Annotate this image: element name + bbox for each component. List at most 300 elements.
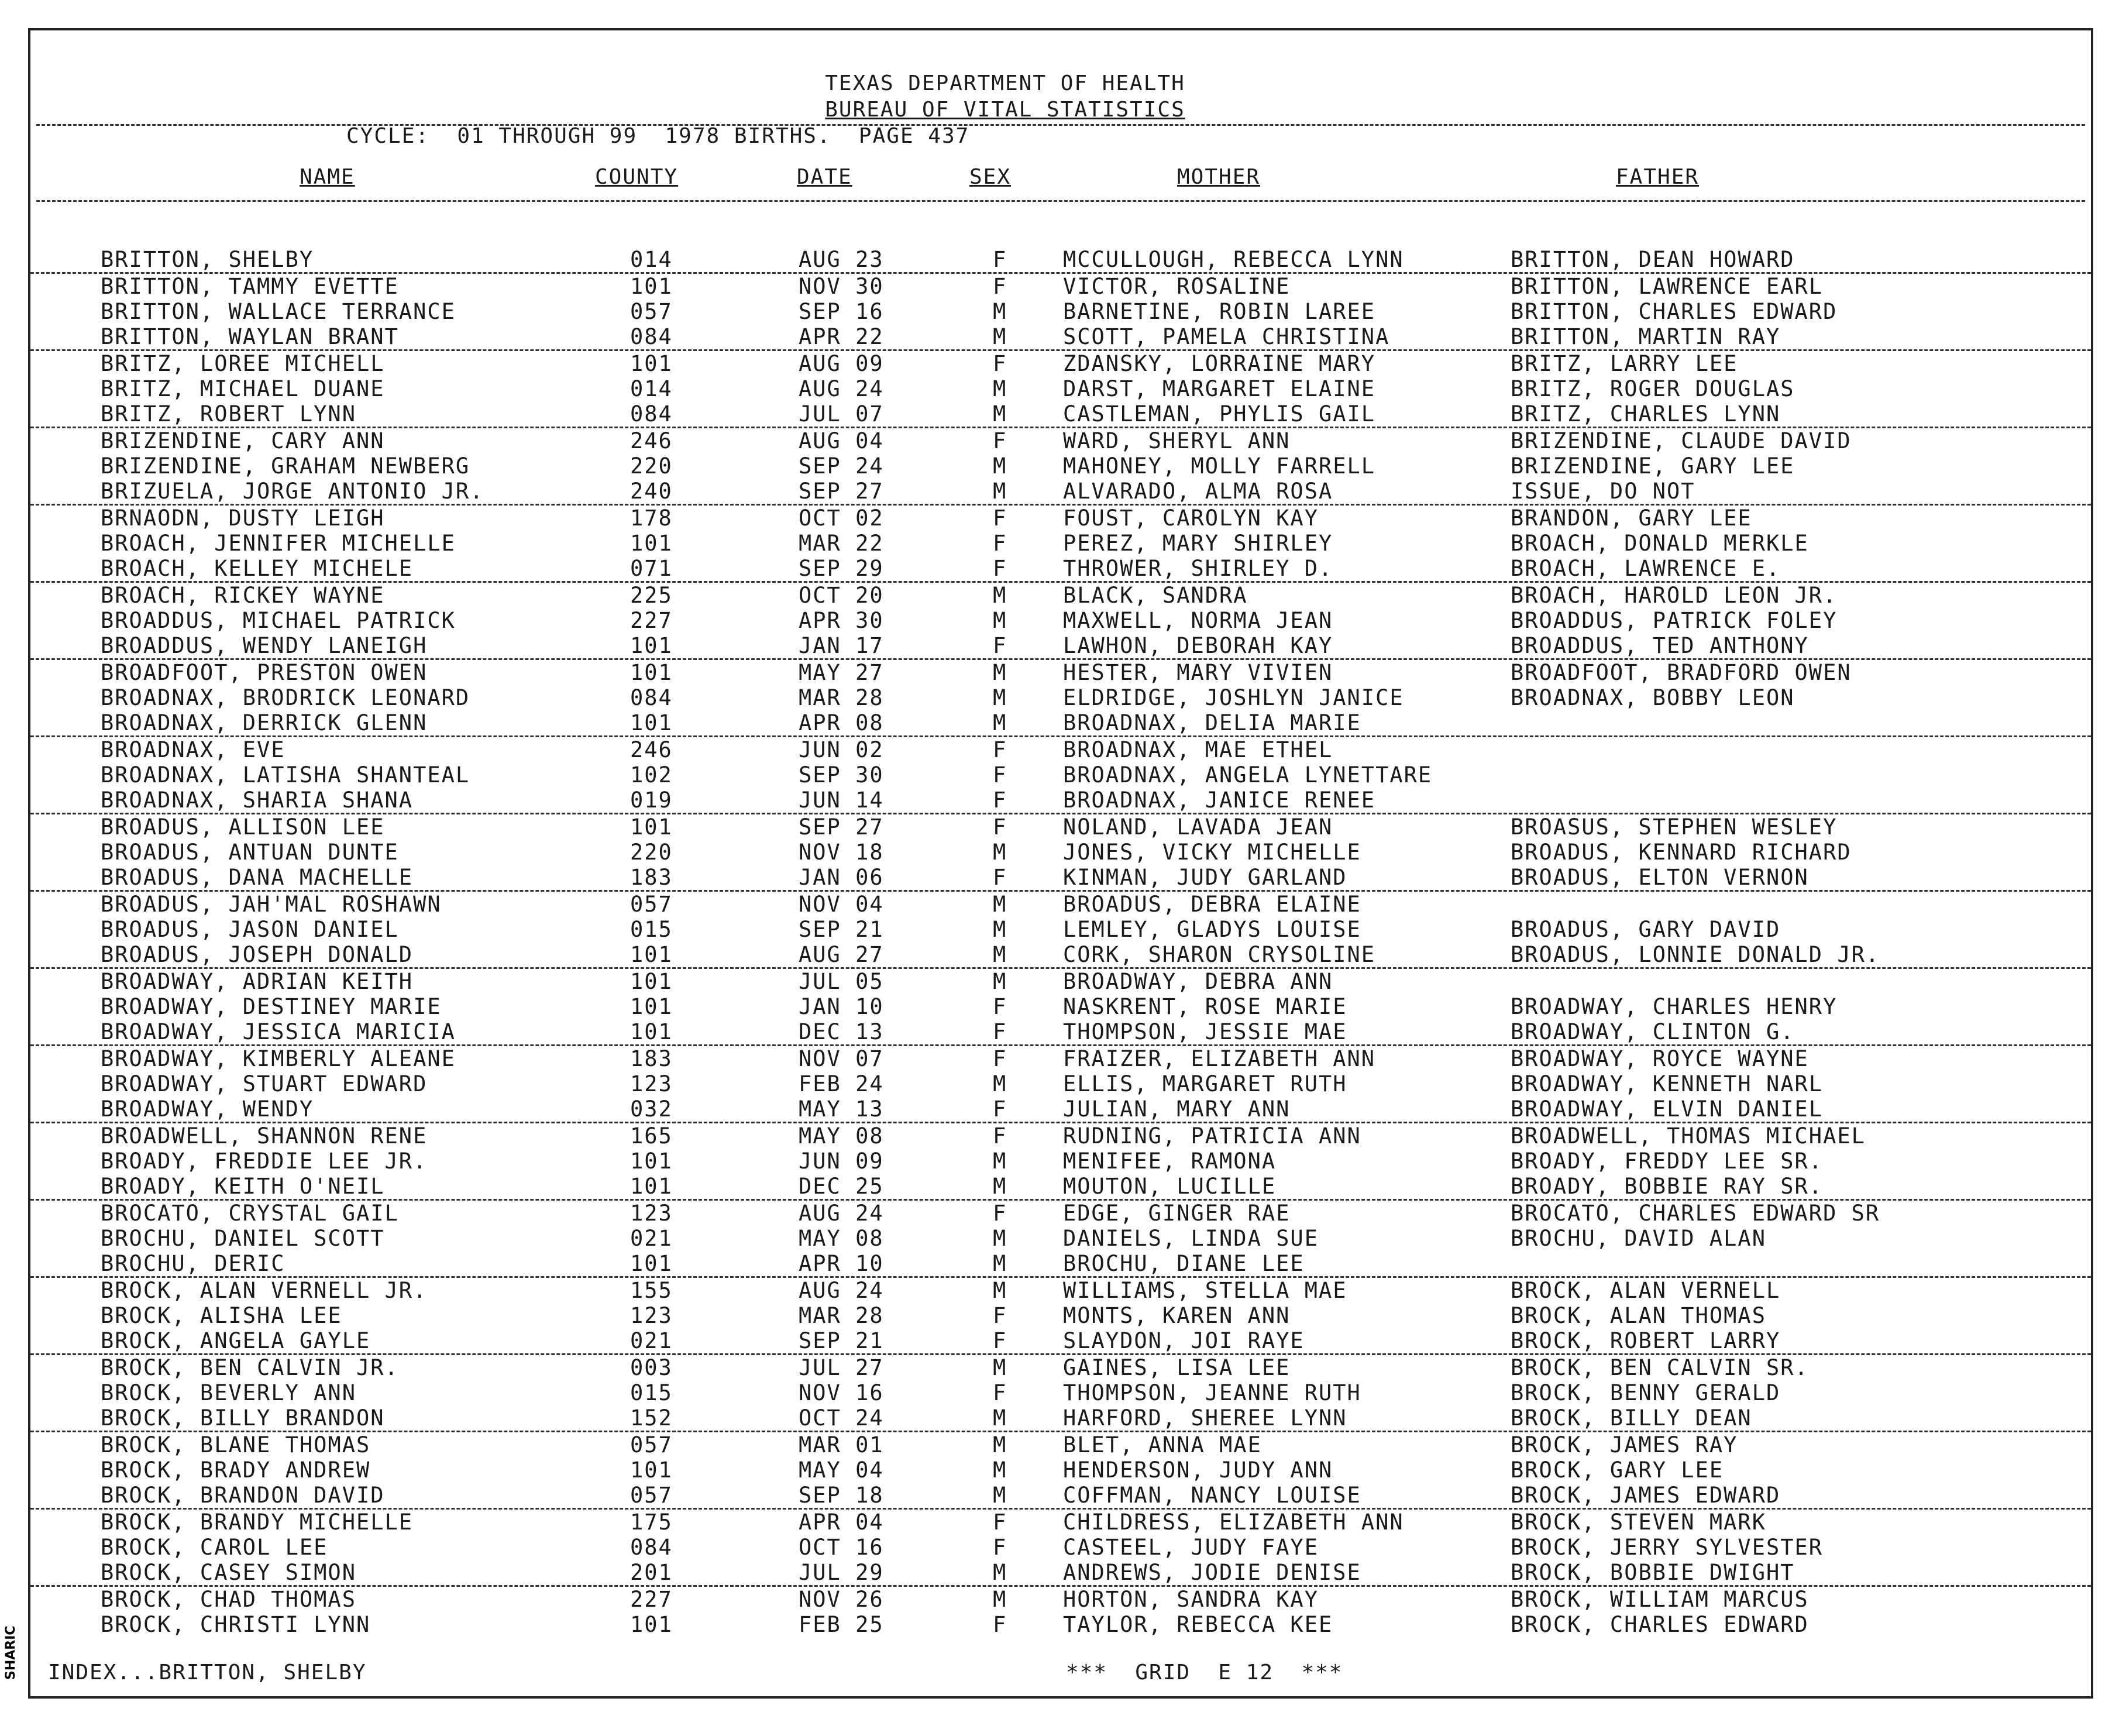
cell-father: BRITTON, DEAN HOWARD	[1511, 247, 1795, 272]
cell-name: BROADY, FREDDIE LEE JR.	[101, 1149, 428, 1174]
cell-father: BROCK, JAMES RAY	[1511, 1432, 1738, 1457]
cell-county: 101	[630, 942, 673, 967]
cell-father: BROADWAY, CHARLES HENRY	[1511, 994, 1838, 1019]
cell-mother: RUDNING, PATRICIA ANN	[1063, 1123, 1361, 1149]
cell-mother: GAINES, LISA LEE	[1063, 1355, 1291, 1380]
cell-name: BRITZ, MICHAEL DUANE	[101, 376, 385, 401]
cell-sex: F	[993, 1123, 1007, 1149]
cell-county: 032	[630, 1096, 673, 1122]
cell-mother: DANIELS, LINDA SUE	[1063, 1226, 1319, 1251]
cell-mother: NASKRENT, ROSE MARIE	[1063, 994, 1347, 1019]
cell-date: MAR 28	[799, 1303, 884, 1328]
cell-father: BROASUS, STEPHEN WESLEY	[1511, 814, 1838, 840]
cell-father: BROACH, HAROLD LEON JR.	[1511, 583, 1838, 608]
cell-county: 003	[630, 1355, 673, 1380]
cell-date: SEP 24	[799, 453, 884, 479]
cell-name: BROADNAX, SHARIA SHANA	[101, 788, 414, 813]
cell-county: 101	[630, 969, 673, 994]
cell-name: BROCATO, CRYSTAL GAIL	[101, 1201, 399, 1226]
cell-name: BROCHU, DANIEL SCOTT	[101, 1226, 385, 1251]
cell-county: 014	[630, 247, 673, 272]
cell-county: 019	[630, 788, 673, 813]
cell-sex: M	[993, 1457, 1007, 1483]
table-row	[30, 660, 2091, 685]
cell-sex: M	[993, 660, 1007, 685]
cell-county: 014	[630, 376, 673, 401]
table-row	[30, 401, 2091, 428]
table-row	[30, 1355, 2091, 1380]
cell-sex: F	[993, 1201, 1007, 1226]
table-row	[30, 814, 2091, 840]
cell-mother: JONES, VICKY MICHELLE	[1063, 840, 1361, 865]
cell-father: BRANDON, GARY LEE	[1511, 506, 1752, 531]
table-row	[30, 274, 2091, 299]
table-row	[30, 1405, 2091, 1432]
cell-mother: ANDREWS, JODIE DENISE	[1063, 1560, 1361, 1585]
cell-county: 015	[630, 1380, 673, 1405]
cell-name: BROADWAY, STUART EDWARD	[101, 1071, 428, 1096]
cell-sex: F	[993, 247, 1007, 272]
cell-mother: ZDANSKY, LORRAINE MARY	[1063, 351, 1376, 376]
cell-sex: F	[993, 531, 1007, 556]
table-row	[30, 506, 2091, 531]
table-row	[30, 1174, 2091, 1201]
cell-county: 084	[630, 685, 673, 710]
cell-name: BRIZENDINE, GRAHAM NEWBERG	[101, 453, 470, 479]
cell-sex: M	[993, 1405, 1007, 1431]
table-row	[30, 608, 2091, 633]
table-row	[30, 1328, 2091, 1355]
cell-county: 101	[630, 531, 673, 556]
cell-date: OCT 02	[799, 506, 884, 531]
cell-date: AUG 24	[799, 1201, 884, 1226]
cell-date: APR 08	[799, 710, 884, 735]
cell-mother: BLET, ANNA MAE	[1063, 1432, 1262, 1457]
cell-date: APR 30	[799, 608, 884, 633]
cell-name: BROACH, RICKEY WAYNE	[101, 583, 385, 608]
cell-father: BRITTON, LAWRENCE EARL	[1511, 274, 1824, 299]
cell-county: 123	[630, 1303, 673, 1328]
cell-name: BRITTON, WAYLAN BRANT	[101, 324, 399, 349]
cell-date: JUL 27	[799, 1355, 884, 1380]
cell-county: 057	[630, 892, 673, 917]
cell-date: NOV 04	[799, 892, 884, 917]
cell-county: 240	[630, 479, 673, 504]
cell-father: BROCK, JERRY SYLVESTER	[1511, 1535, 1824, 1560]
cell-county: 123	[630, 1201, 673, 1226]
table-row	[30, 428, 2091, 453]
cell-county: 101	[630, 1149, 673, 1174]
cell-sex: F	[993, 865, 1007, 890]
table-row	[30, 1071, 2091, 1096]
cell-date: SEP 27	[799, 479, 884, 504]
cell-name: BROADUS, DANA MACHELLE	[101, 865, 414, 890]
cell-county: 101	[630, 1174, 673, 1199]
cell-sex: M	[993, 840, 1007, 865]
cell-date: MAY 04	[799, 1457, 884, 1483]
table-row	[30, 633, 2091, 660]
cell-mother: SLAYDON, JOI RAYE	[1063, 1328, 1305, 1353]
cell-date: APR 04	[799, 1510, 884, 1535]
cell-father: BROCK, CHARLES EDWARD	[1511, 1612, 1809, 1637]
cell-county: 084	[630, 1535, 673, 1560]
cell-date: NOV 26	[799, 1587, 884, 1612]
cell-date: OCT 24	[799, 1405, 884, 1431]
cell-date: AUG 27	[799, 942, 884, 967]
cell-father: BRITZ, ROGER DOUGLAS	[1511, 376, 1795, 401]
cell-sex: M	[993, 1560, 1007, 1585]
cell-date: JUN 09	[799, 1149, 884, 1174]
cell-date: NOV 16	[799, 1380, 884, 1405]
cell-father: BRIZENDINE, CLAUDE DAVID	[1511, 428, 1852, 453]
cell-sex: M	[993, 969, 1007, 994]
cell-mother: NOLAND, LAVADA JEAN	[1063, 814, 1333, 840]
cell-date: OCT 20	[799, 583, 884, 608]
cell-mother: BARNETINE, ROBIN LAREE	[1063, 299, 1376, 324]
cell-date: JAN 06	[799, 865, 884, 890]
cell-county: 101	[630, 1251, 673, 1276]
cell-name: BROCK, ALAN VERNELL JR.	[101, 1278, 428, 1303]
table-row	[30, 1483, 2091, 1510]
cell-name: BROADUS, ALLISON LEE	[101, 814, 385, 840]
cell-name: BRIZUELA, JORGE ANTONIO JR.	[101, 479, 484, 504]
cell-name: BROCK, BEN CALVIN JR.	[101, 1355, 399, 1380]
cell-mother: THROWER, SHIRLEY D.	[1063, 556, 1333, 581]
cell-date: DEC 25	[799, 1174, 884, 1199]
table-row	[30, 583, 2091, 608]
cell-father: BROCK, BILLY DEAN	[1511, 1405, 1752, 1431]
cell-sex: F	[993, 1019, 1007, 1044]
cell-county: 101	[630, 351, 673, 376]
cell-date: AUG 04	[799, 428, 884, 453]
column-header-sex: SEX	[969, 165, 1012, 189]
table-row	[30, 299, 2091, 324]
table-row	[30, 1278, 2091, 1303]
cell-mother: PEREZ, MARY SHIRLEY	[1063, 531, 1333, 556]
cell-father: BROADUS, ELTON VERNON	[1511, 865, 1809, 890]
table-row	[30, 1457, 2091, 1483]
cell-sex: M	[993, 1278, 1007, 1303]
cell-name: BROADY, KEITH O'NEIL	[101, 1174, 385, 1199]
table-row	[30, 1046, 2091, 1071]
cell-sex: F	[993, 428, 1007, 453]
cell-father: BROADUS, GARY DAVID	[1511, 917, 1781, 942]
cell-county: 084	[630, 324, 673, 349]
cell-date: MAY 27	[799, 660, 884, 685]
cell-father: BROCK, ALAN VERNELL	[1511, 1278, 1781, 1303]
column-header-county: COUNTY	[595, 165, 679, 189]
cell-date: SEP 30	[799, 762, 884, 788]
document-frame	[28, 28, 2093, 1699]
bureau-title: BUREAU OF VITAL STATISTICS	[825, 98, 1185, 122]
cell-date: JUL 29	[799, 1560, 884, 1585]
cell-father: BROCHU, DAVID ALAN	[1511, 1226, 1766, 1251]
cell-sex: M	[993, 1483, 1007, 1508]
agency-title: TEXAS DEPARTMENT OF HEALTH	[825, 71, 1185, 95]
cell-county: 101	[630, 274, 673, 299]
cell-name: BROCHU, DERIC	[101, 1251, 285, 1276]
table-row	[30, 917, 2091, 942]
cell-sex: F	[993, 788, 1007, 813]
cell-date: NOV 07	[799, 1046, 884, 1071]
cell-name: BROACH, JENNIFER MICHELLE	[101, 531, 456, 556]
cell-mother: BROADNAX, MAE ETHEL	[1063, 737, 1333, 762]
cell-date: AUG 24	[799, 376, 884, 401]
cell-sex: M	[993, 942, 1007, 967]
cell-sex: F	[993, 556, 1007, 581]
cell-sex: F	[993, 1380, 1007, 1405]
cell-sex: M	[993, 1071, 1007, 1096]
cell-mother: THOMPSON, JEANNE RUTH	[1063, 1380, 1361, 1405]
cell-name: BROCK, BEVERLY ANN	[101, 1380, 356, 1405]
cell-mother: CHILDRESS, ELIZABETH ANN	[1063, 1510, 1404, 1535]
cell-father: BROADDUS, TED ANTHONY	[1511, 633, 1809, 658]
cell-county: 057	[630, 1483, 673, 1508]
cell-father: BROADY, FREDDY LEE SR.	[1511, 1149, 1824, 1174]
cell-mother: MAXWELL, NORMA JEAN	[1063, 608, 1333, 633]
cell-mother: BROADNAX, DELIA MARIE	[1063, 710, 1361, 735]
cell-sex: M	[993, 401, 1007, 427]
cell-mother: MENIFEE, RAMONA	[1063, 1149, 1277, 1174]
cell-mother: DARST, MARGARET ELAINE	[1063, 376, 1376, 401]
cell-date: SEP 29	[799, 556, 884, 581]
cell-father: BROCK, WILLIAM MARCUS	[1511, 1587, 1809, 1612]
cell-sex: M	[993, 608, 1007, 633]
cell-county: 101	[630, 660, 673, 685]
cell-name: BROADNAX, EVE	[101, 737, 285, 762]
cell-date: MAY 13	[799, 1096, 884, 1122]
table-row	[30, 1612, 2091, 1637]
cell-date: SEP 27	[799, 814, 884, 840]
cell-father: BROCK, ROBERT LARRY	[1511, 1328, 1781, 1353]
cell-name: BROADNAX, DERRICK GLENN	[101, 710, 428, 735]
cell-mother: BROCHU, DIANE LEE	[1063, 1251, 1305, 1276]
cell-date: AUG 23	[799, 247, 884, 272]
cell-county: 101	[630, 1019, 673, 1044]
cell-name: BROCK, BRANDON DAVID	[101, 1483, 385, 1508]
cell-father: BRITTON, MARTIN RAY	[1511, 324, 1781, 349]
cell-sex: F	[993, 1535, 1007, 1560]
cell-mother: COFFMAN, NANCY LOUISE	[1063, 1483, 1361, 1508]
table-row	[30, 737, 2091, 762]
cell-name: BRITZ, ROBERT LYNN	[101, 401, 356, 427]
table-row	[30, 324, 2091, 351]
cell-mother: ELDRIDGE, JOSHLYN JANICE	[1063, 685, 1404, 710]
cell-mother: EDGE, GINGER RAE	[1063, 1201, 1291, 1226]
table-row	[30, 892, 2091, 917]
cell-name: BROCK, BRANDY MICHELLE	[101, 1510, 414, 1535]
cell-date: JUL 05	[799, 969, 884, 994]
cell-name: BROADWAY, KIMBERLY ALEANE	[101, 1046, 456, 1071]
cell-date: SEP 18	[799, 1483, 884, 1508]
cell-father: BROADDUS, PATRICK FOLEY	[1511, 608, 1838, 633]
table-row	[30, 788, 2091, 814]
cell-sex: M	[993, 479, 1007, 504]
cell-county: 101	[630, 1612, 673, 1637]
cell-sex: F	[993, 506, 1007, 531]
cell-sex: M	[993, 1587, 1007, 1612]
cell-county: 246	[630, 428, 673, 453]
cell-date: AUG 09	[799, 351, 884, 376]
cell-sex: M	[993, 892, 1007, 917]
table-row	[30, 453, 2091, 479]
cell-county: 101	[630, 814, 673, 840]
cell-sex: M	[993, 453, 1007, 479]
table-row	[30, 1535, 2091, 1560]
cell-father: BROCK, ALAN THOMAS	[1511, 1303, 1766, 1328]
cell-date: JUN 14	[799, 788, 884, 813]
cell-father: BROCATO, CHARLES EDWARD SR	[1511, 1201, 1880, 1226]
cell-mother: ALVARADO, ALMA ROSA	[1063, 479, 1333, 504]
cell-father: BROADNAX, BOBBY LEON	[1511, 685, 1795, 710]
cell-county: 057	[630, 299, 673, 324]
cell-name: BROCK, BLANE THOMAS	[101, 1432, 371, 1457]
column-header-father: FATHER	[1616, 165, 1700, 189]
cell-father: BRITTON, CHARLES EDWARD	[1511, 299, 1838, 324]
table-row	[30, 865, 2091, 892]
cell-date: APR 10	[799, 1251, 884, 1276]
cell-county: 155	[630, 1278, 673, 1303]
cell-mother: MOUTON, LUCILLE	[1063, 1174, 1277, 1199]
cell-date: APR 22	[799, 324, 884, 349]
cell-date: FEB 25	[799, 1612, 884, 1637]
cell-sex: F	[993, 762, 1007, 788]
cell-sex: F	[993, 1046, 1007, 1071]
table-row	[30, 1587, 2091, 1612]
cell-mother: ELLIS, MARGARET RUTH	[1063, 1071, 1347, 1096]
column-divider	[36, 200, 2085, 202]
cell-name: BROADWELL, SHANNON RENE	[101, 1123, 428, 1149]
cell-father: BRITZ, CHARLES LYNN	[1511, 401, 1781, 427]
table-row	[30, 376, 2091, 401]
cell-county: 101	[630, 710, 673, 735]
cell-county: 021	[630, 1328, 673, 1353]
cell-mother: HARFORD, SHEREE LYNN	[1063, 1405, 1347, 1431]
cell-father: BROCK, JAMES EDWARD	[1511, 1483, 1781, 1508]
cell-father: BROCK, BENNY GERALD	[1511, 1380, 1781, 1405]
table-row	[30, 1380, 2091, 1405]
cell-sex: F	[993, 737, 1007, 762]
cell-mother: HORTON, SANDRA KAY	[1063, 1587, 1319, 1612]
table-row	[30, 840, 2091, 865]
cell-sex: M	[993, 1149, 1007, 1174]
cell-name: BROADDUS, MICHAEL PATRICK	[101, 608, 456, 633]
cell-county: 183	[630, 1046, 673, 1071]
cell-name: BROADDUS, WENDY LANEIGH	[101, 633, 428, 658]
table-row	[30, 1096, 2091, 1123]
cell-mother: BROADWAY, DEBRA ANN	[1063, 969, 1333, 994]
cell-name: BROADNAX, LATISHA SHANTEAL	[101, 762, 470, 788]
cell-father: ISSUE, DO NOT	[1511, 479, 1695, 504]
cell-county: 021	[630, 1226, 673, 1251]
table-row	[30, 1303, 2091, 1328]
cell-name: BROADWAY, WENDY	[101, 1096, 314, 1122]
cell-father: BROCK, BOBBIE DWIGHT	[1511, 1560, 1795, 1585]
table-row	[30, 994, 2091, 1019]
cell-sex: M	[993, 1174, 1007, 1199]
cell-name: BRITZ, LOREE MICHELL	[101, 351, 385, 376]
cell-name: BROACH, KELLEY MICHELE	[101, 556, 414, 581]
side-tag: SHARIC	[4, 1625, 18, 1680]
cell-name: BRITTON, WALLACE TERRANCE	[101, 299, 456, 324]
table-row	[30, 1123, 2091, 1149]
cell-sex: F	[993, 1303, 1007, 1328]
cell-county: 201	[630, 1560, 673, 1585]
cell-father: BROADFOOT, BRADFORD OWEN	[1511, 660, 1852, 685]
cell-sex: F	[993, 1510, 1007, 1535]
cycle-line: CYCLE: 01 THROUGH 99 1978 BIRTHS. PAGE 437	[346, 124, 970, 148]
cell-name: BROADUS, JOSEPH DONALD	[101, 942, 414, 967]
cell-sex: F	[993, 1328, 1007, 1353]
grid-footer: *** GRID E 12 ***	[1066, 1661, 1343, 1685]
cell-father: BROCK, BEN CALVIN SR.	[1511, 1355, 1809, 1380]
table-row	[30, 351, 2091, 376]
cell-name: BRNAODN, DUSTY LEIGH	[101, 506, 385, 531]
cell-mother: WILLIAMS, STELLA MAE	[1063, 1278, 1347, 1303]
cell-sex: M	[993, 1432, 1007, 1457]
table-row	[30, 1226, 2091, 1251]
cell-name: BRITTON, SHELBY	[101, 247, 314, 272]
cell-date: MAY 08	[799, 1226, 884, 1251]
cell-county: 246	[630, 737, 673, 762]
cell-county: 057	[630, 1432, 673, 1457]
cell-mother: HENDERSON, JUDY ANN	[1063, 1457, 1333, 1483]
table-row	[30, 479, 2091, 506]
cell-name: BROCK, CHRISTI LYNN	[101, 1612, 371, 1637]
cell-name: BRIZENDINE, CARY ANN	[101, 428, 385, 453]
cell-sex: F	[993, 351, 1007, 376]
cell-county: 101	[630, 994, 673, 1019]
cell-father: BRITZ, LARRY LEE	[1511, 351, 1738, 376]
cell-sex: M	[993, 583, 1007, 608]
cell-sex: M	[993, 710, 1007, 735]
cell-sex: F	[993, 1096, 1007, 1122]
cell-date: NOV 30	[799, 274, 884, 299]
cell-name: BRITTON, TAMMY EVETTE	[101, 274, 399, 299]
cell-county: 225	[630, 583, 673, 608]
cell-date: MAR 28	[799, 685, 884, 710]
cell-county: 220	[630, 453, 673, 479]
cell-mother: BROADNAX, ANGELA LYNETTARE	[1063, 762, 1433, 788]
cell-mother: CASTLEMAN, PHYLIS GAIL	[1063, 401, 1376, 427]
table-row	[30, 1560, 2091, 1587]
table-row	[30, 247, 2091, 274]
cell-county: 227	[630, 608, 673, 633]
cell-mother: FOUST, CAROLYN KAY	[1063, 506, 1319, 531]
cell-date: MAR 22	[799, 531, 884, 556]
cell-county: 071	[630, 556, 673, 581]
cell-date: SEP 21	[799, 917, 884, 942]
table-row	[30, 710, 2091, 737]
cell-sex: M	[993, 685, 1007, 710]
cell-mother: LEMLEY, GLADYS LOUISE	[1063, 917, 1361, 942]
cell-father: BROADWAY, KENNETH NARL	[1511, 1071, 1824, 1096]
cell-mother: CASTEEL, JUDY FAYE	[1063, 1535, 1319, 1560]
cell-sex: M	[993, 299, 1007, 324]
header-divider	[36, 124, 2085, 126]
cell-date: JUL 07	[799, 401, 884, 427]
table-row	[30, 969, 2091, 994]
cell-mother: JULIAN, MARY ANN	[1063, 1096, 1291, 1122]
cell-name: BROCK, CASEY SIMON	[101, 1560, 356, 1585]
cell-name: BROCK, ANGELA GAYLE	[101, 1328, 371, 1353]
index-footer: INDEX...BRITTON, SHELBY	[48, 1661, 367, 1685]
cell-name: BROADFOOT, PRESTON OWEN	[101, 660, 428, 685]
cell-name: BROADUS, ANTUAN DUNTE	[101, 840, 399, 865]
cell-date: OCT 16	[799, 1535, 884, 1560]
cell-father: BROADUS, LONNIE DONALD JR.	[1511, 942, 1880, 967]
cell-county: 165	[630, 1123, 673, 1149]
